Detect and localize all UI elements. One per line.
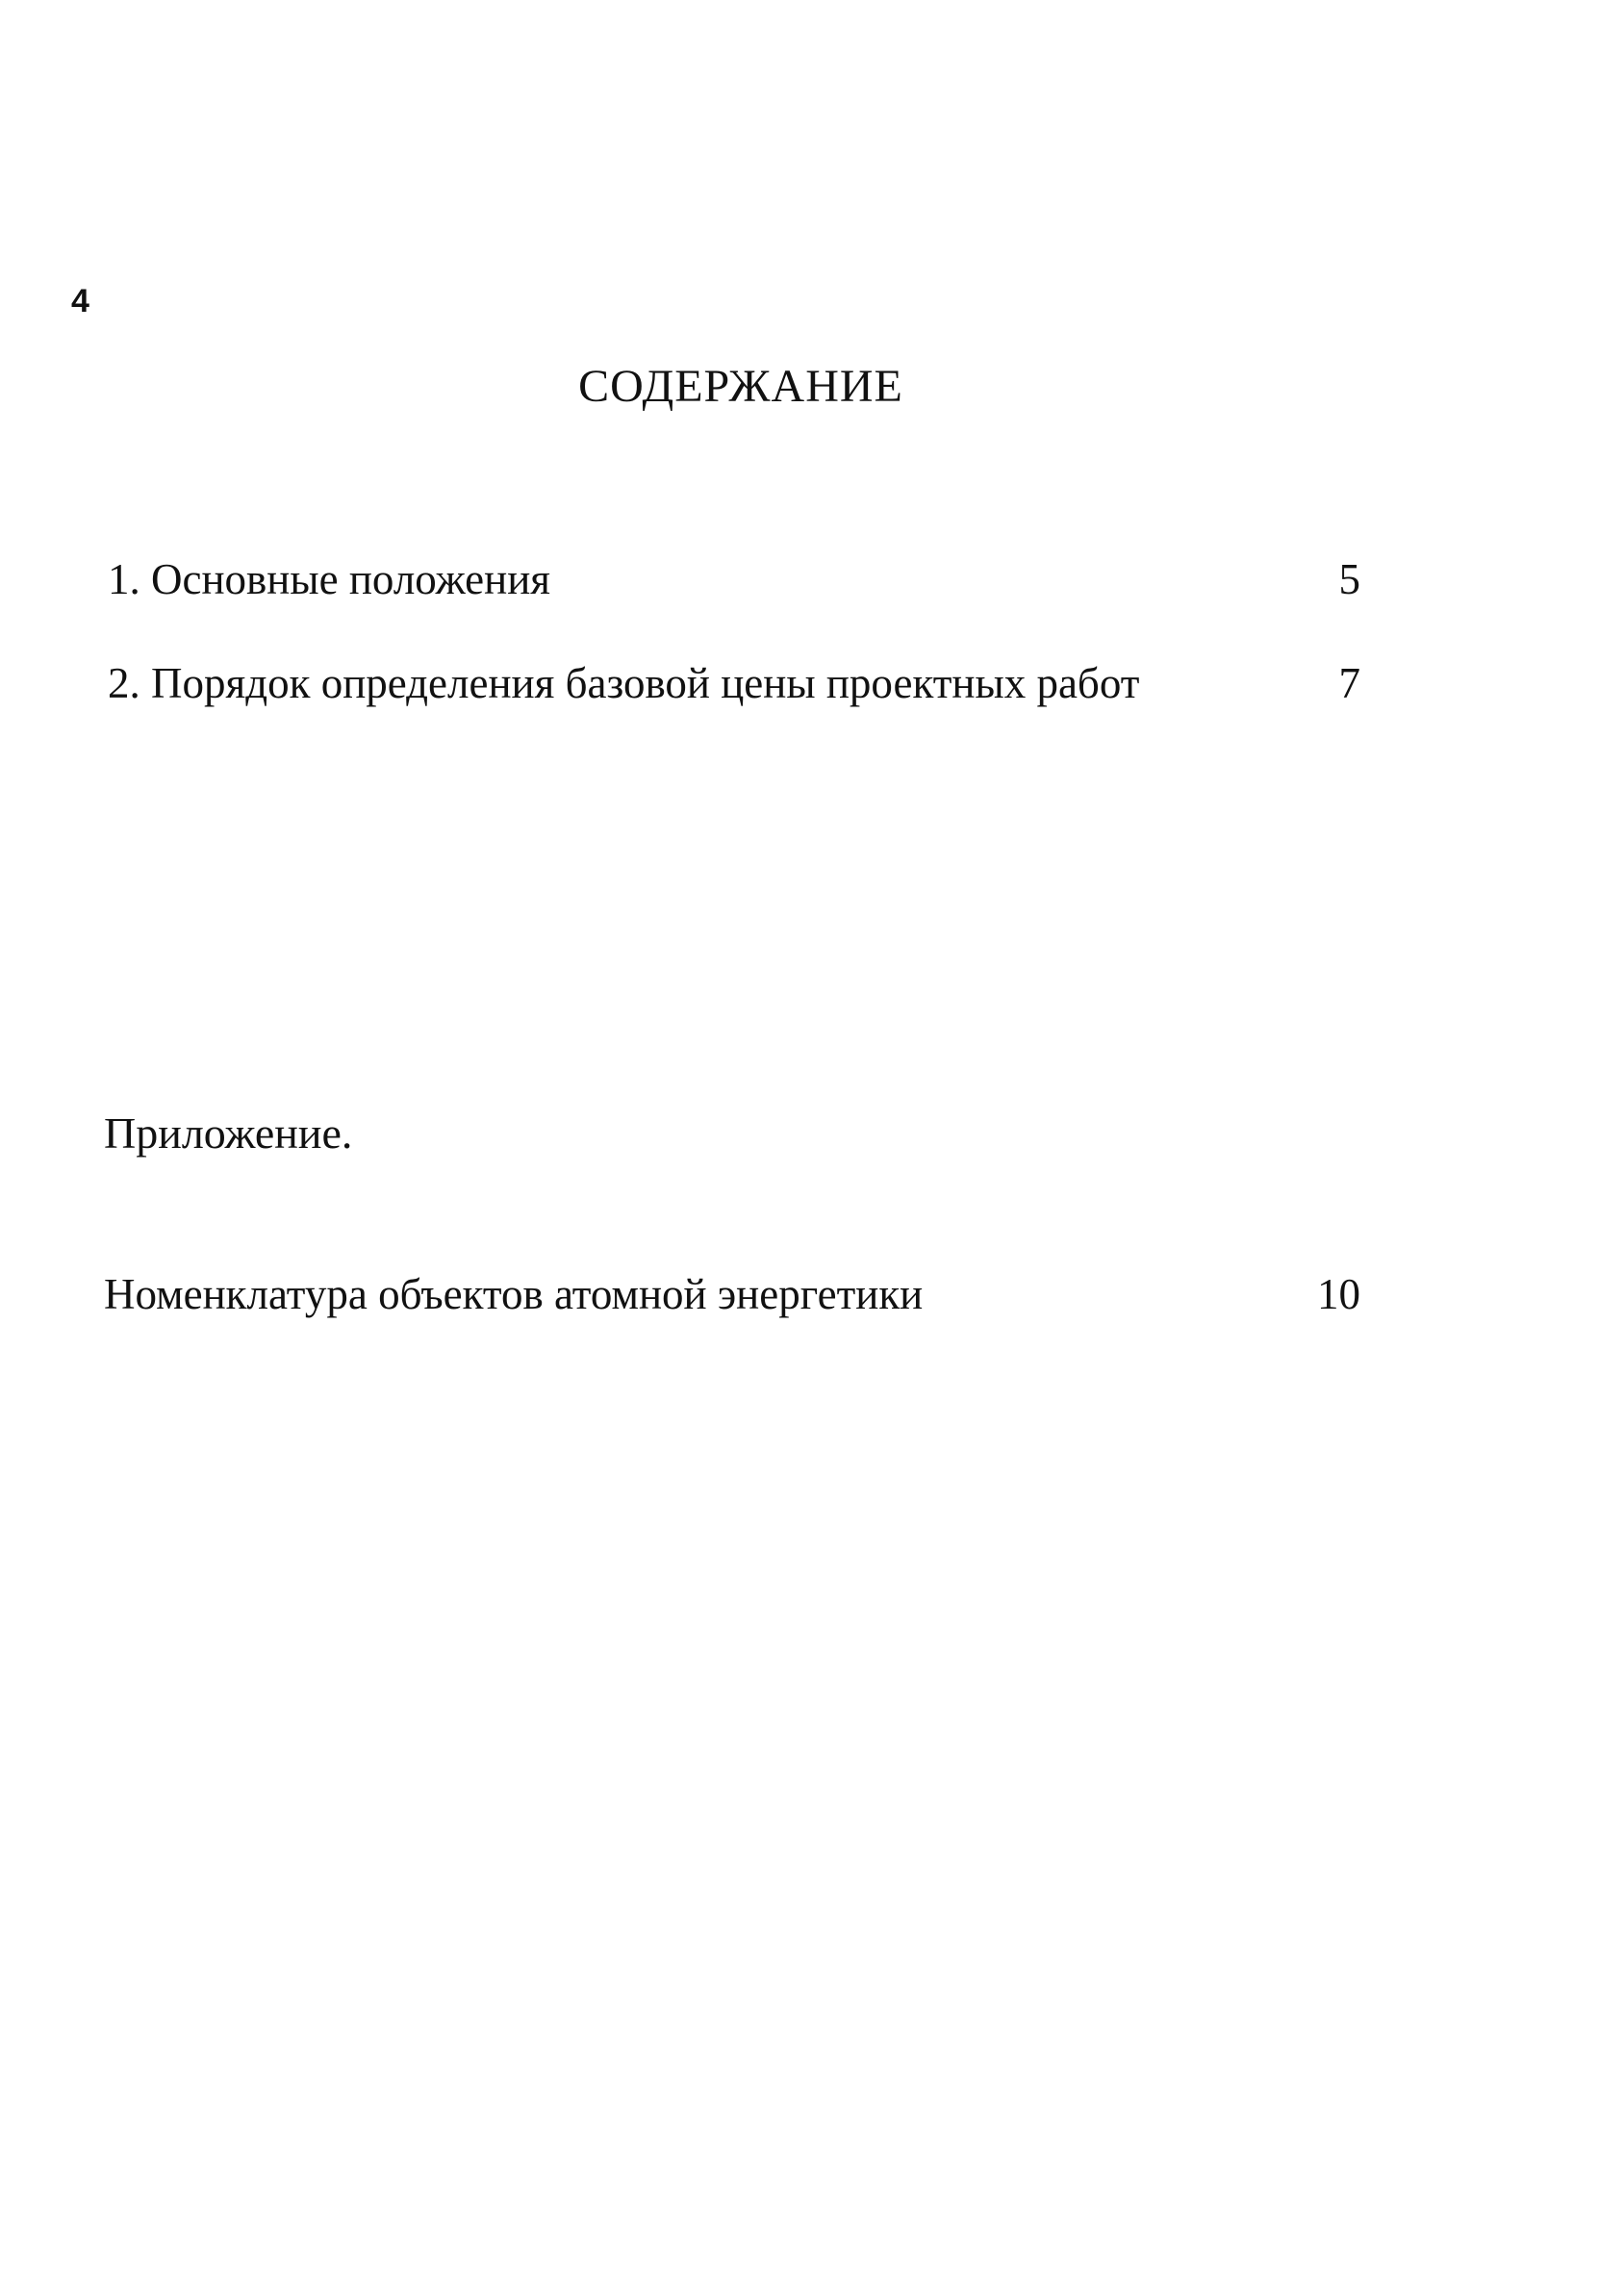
appendix-entry-label: Номенклатура объектов атомной энергетики: [104, 1270, 924, 1318]
appendix-heading: Приложение.: [104, 1108, 353, 1158]
toc-entry: [108, 659, 1360, 707]
page-title: СОДЕРЖАНИЕ: [578, 361, 903, 412]
page-number: 4: [71, 283, 89, 319]
toc-entry: [108, 555, 1360, 603]
toc-entry-page: 7: [1338, 659, 1360, 707]
toc-entry-label: 1. Основные положения: [108, 555, 550, 603]
appendix-entry: [104, 1270, 1360, 1318]
toc-entry-label: 2. Порядок определения базовой цены проектных работ: [108, 659, 1140, 707]
toc-entry-page: 5: [1338, 555, 1360, 603]
appendix-entry-page: 10: [1317, 1270, 1360, 1318]
